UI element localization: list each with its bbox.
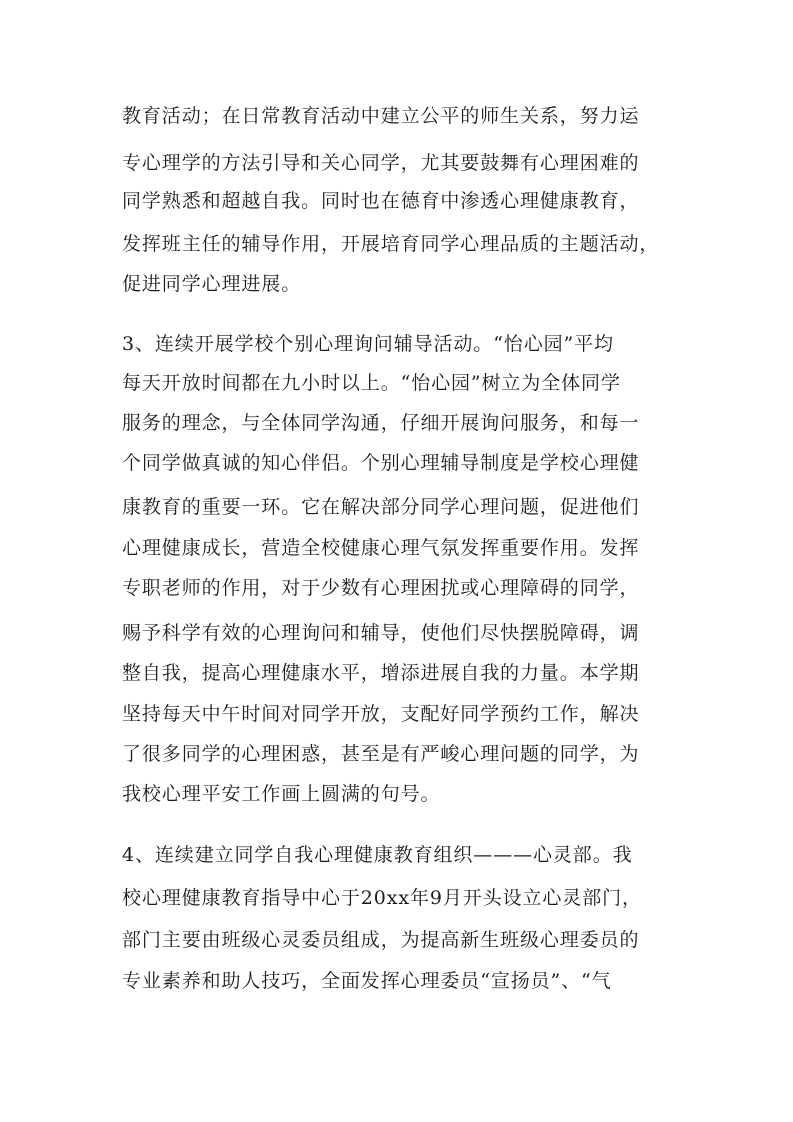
paragraph-2-line-5: 康教育的重要一环。它在解决部分同学心理问题，促进他们 [122,496,640,518]
paragraph-2-line-12: 我校心理平安工作画上圆满的句号。 [122,783,441,805]
paragraph-2-line-10: 坚持每天中午时间对同学开放，支配好同学预约工作，解决 [122,703,640,725]
paragraph-1-line-2: 专心理学的方法引导和关心同学，尤其要鼓舞有心理困难的 [122,152,640,174]
paragraph-3-line-2: 校心理健康教育指导中心于20xx年9月开头设立心灵部门， [122,887,642,909]
paragraph-2-line-9: 整自我，提高心理健康水平，增添进展自我的力量。本学期 [122,662,640,684]
paragraph-3-line-1: 4、连续建立同学自我心理健康教育组织———心灵部。我 [122,844,633,866]
paragraph-1-line-5: 促进同学心理进展。 [122,273,302,295]
paragraph-2-line-6: 心理健康成长，营造全校健康心理气氛发挥重要作用。发挥 [122,537,640,559]
paragraph-2-line-7: 专职老师的作用，对于少数有心理困扰或心理障碍的同学， [122,577,640,599]
paragraph-2-line-11: 了很多同学的心理困惑，甚至是有严峻心理问题的同学，为 [122,743,640,765]
paragraph-2-line-3: 服务的理念，与全体同学沟通，仔细开展询问服务，和每一 [122,412,640,434]
paragraph-3-line-4: 专业素养和助人技巧，全面发挥心理委员“宣扬员”、“气 [122,970,612,992]
paragraph-1-line-1: 教育活动；在日常教育活动中建立公平的师生关系，努力运 [122,105,640,127]
paragraph-2-line-2: 每天开放时间都在九小时以上。“怡心园”树立为全体同学 [122,372,621,394]
paragraph-1-line-3: 同学熟悉和超越自我。同时也在德育中渗透心理健康教育， [122,190,640,212]
paragraph-2-line-4: 个同学做真诚的知心伴侣。个别心理辅导制度是学校心理健 [122,452,640,474]
paragraph-2-line-8: 赐予科学有效的心理询问和辅导，使他们尽快摆脱障碍，调 [122,622,640,644]
paragraph-2-line-1: 3、连续开展学校个别心理询问辅导活动。“怡心园”平均 [122,333,614,355]
paragraph-3-line-3: 部门主要由班级心灵委员组成，为提高新生班级心理委员的 [122,929,640,951]
paragraph-1-line-4: 发挥班主任的辅导作用，开展培育同学心理品质的主题活动， [122,233,660,255]
